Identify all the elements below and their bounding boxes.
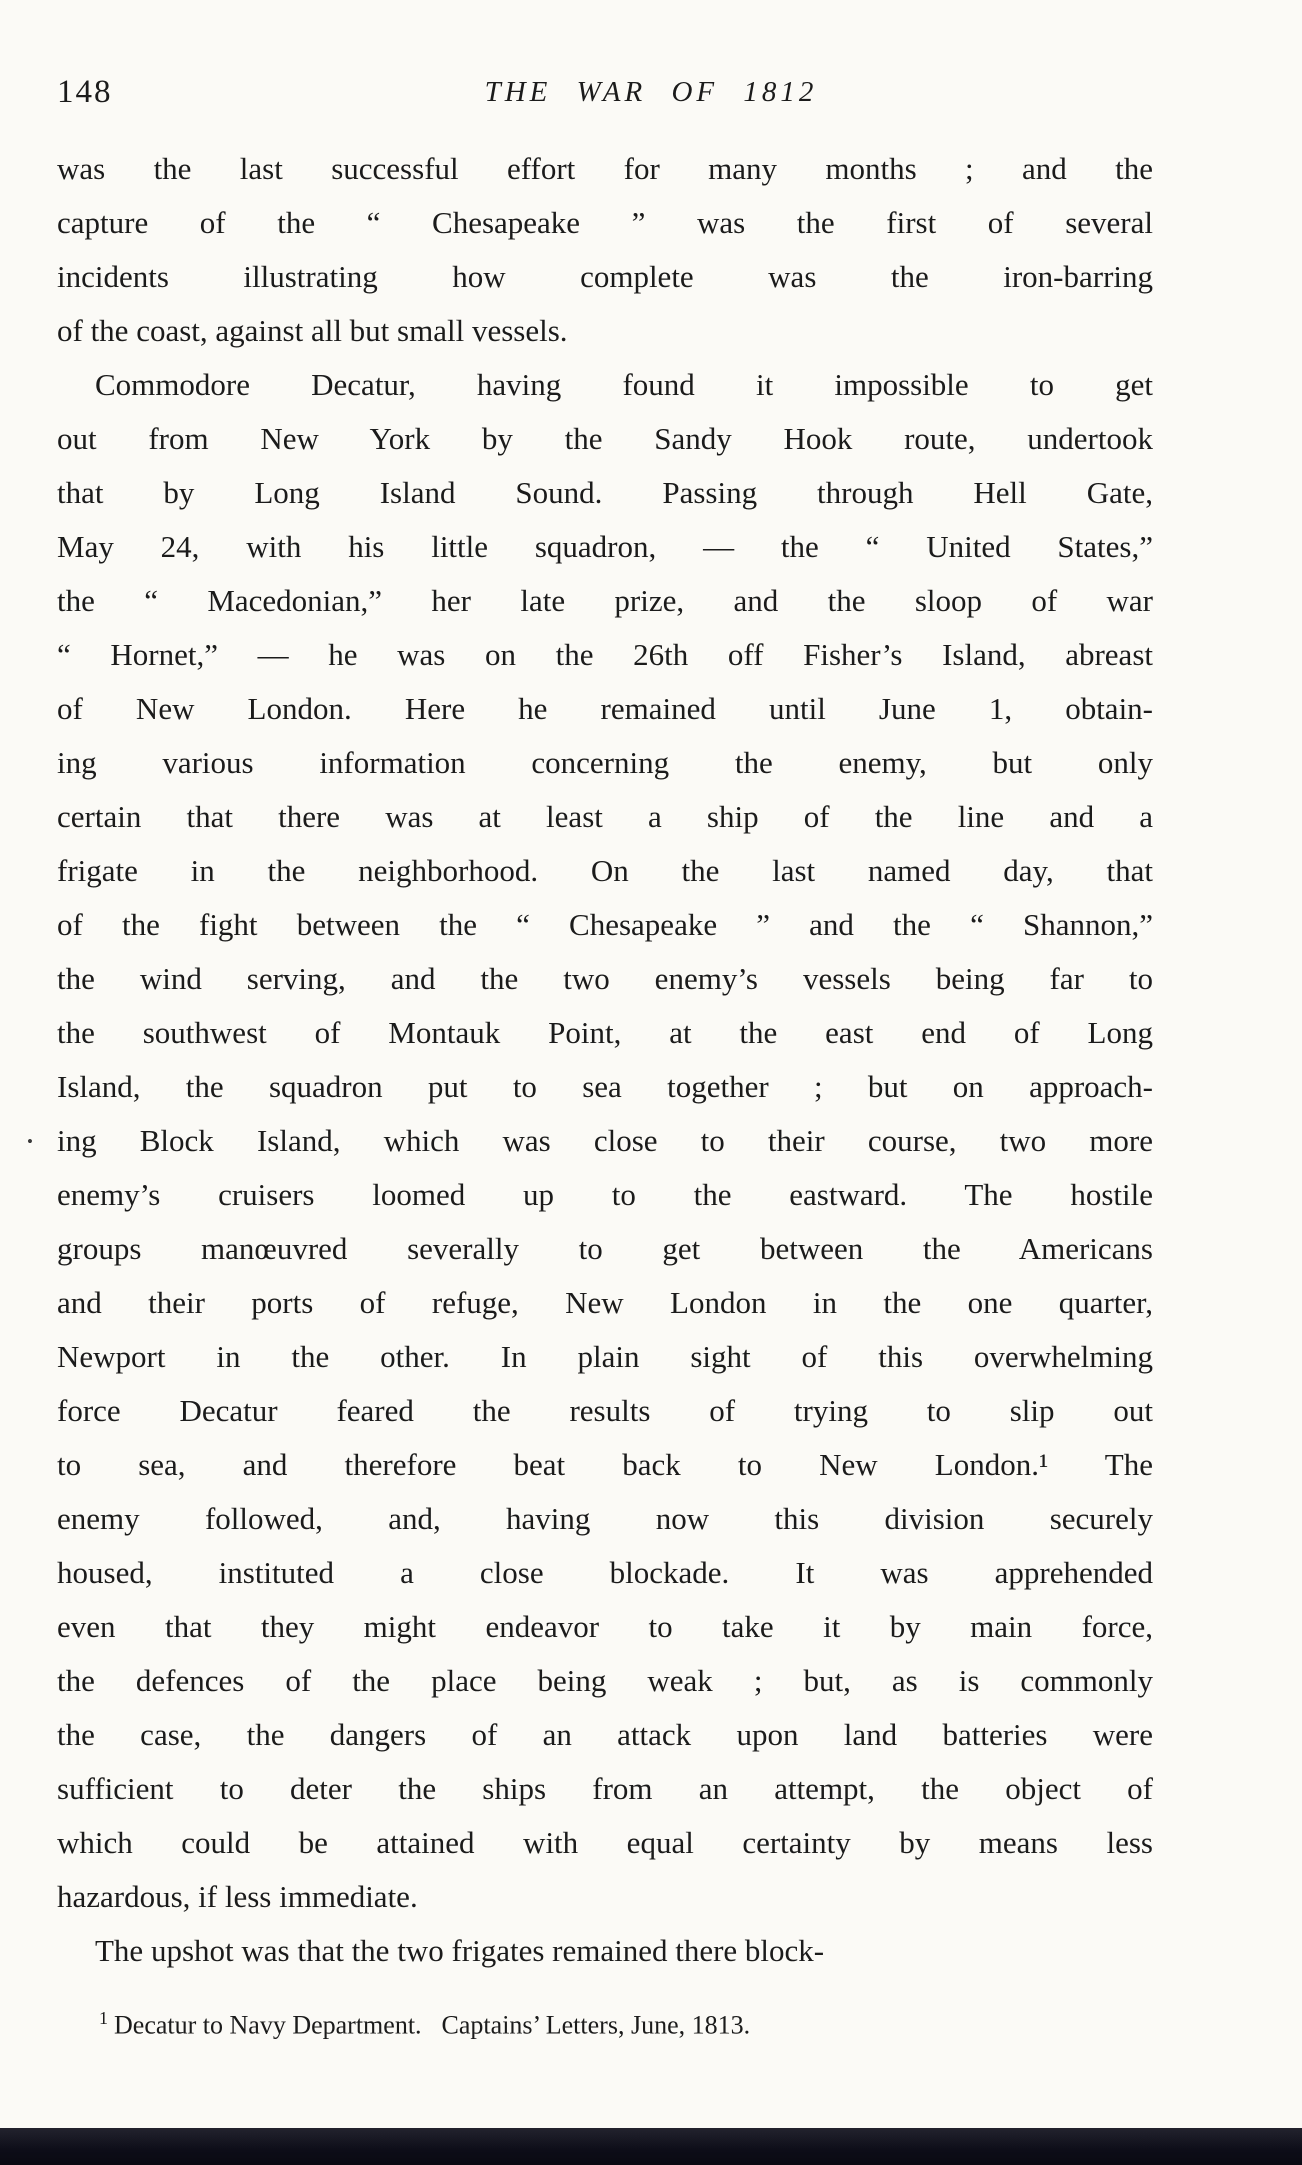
footnote — [57, 1998, 1245, 2046]
text-line: frigate in the neighborhood. On the last named day, that — [57, 853, 1153, 888]
scan-edge-bottom — [0, 2128, 1302, 2165]
text-line: the wind serving, and the two enemy’s vessels being far to — [57, 961, 1153, 996]
text-line: incidents illustrating how complete was the iron-barring — [57, 259, 1153, 294]
running-header: THE WAR OF 1812 — [484, 76, 818, 108]
text-line: housed, instituted a close blockade. It was apprehended — [57, 1555, 1153, 1590]
paragraph — [57, 142, 1153, 358]
text-line: Newport in the other. In plain sight of this overwhelming — [57, 1339, 1153, 1374]
text-line: the defences of the place being weak ; but, as is commonly — [57, 1663, 1153, 1698]
text-line: the “ Macedonian,” her late prize, and the sloop of war — [57, 583, 1153, 618]
footnote-text-right: Captains’ Letters, June, 1813. — [441, 2010, 751, 2040]
text-line: even that they might endeavor to take it by main force, — [57, 1609, 1153, 1644]
text-line: was the last successful effort for many months ; and the — [57, 151, 1153, 186]
text-line: ing various information concerning the enemy, but only — [57, 745, 1153, 780]
text-line: out from New York by the Sandy Hook route, undertook — [57, 421, 1153, 456]
paragraph — [57, 358, 1153, 1924]
text-line: certain that there was at least a ship of the line and a — [57, 799, 1153, 834]
text-line: of the fight between the “ Chesapeake ” and the “ Shannon,” — [57, 907, 1153, 942]
text-line: of the coast, against all but small vessels. — [57, 313, 568, 348]
text-line: groups manœuvred severally to get between the Americans — [57, 1231, 1153, 1266]
text-line: of New London. Here he remained until June 1, obtain- — [57, 691, 1153, 726]
text-line: The upshot was that the two frigates remained there block- — [95, 1933, 825, 1968]
text-line: • ing Block Island, which was close to their course, two more — [57, 1114, 1153, 1168]
text-line: that by Long Island Sound. Passing through Hell Gate, — [57, 475, 1153, 510]
text-line: sufficient to deter the ships from an attempt, the object of — [57, 1771, 1153, 1806]
text-line: Commodore Decatur, having found it impossible to get — [95, 367, 1153, 402]
text-line: the southwest of Montauk Point, at the east end of Long — [57, 1015, 1153, 1050]
text-line: hazardous, if less immediate. — [57, 1879, 418, 1914]
text-line: and their ports of refuge, New London in the one quarter, — [57, 1285, 1153, 1320]
text-line: “ Hornet,” — he was on the 26th off Fisher’s Island, abreast — [57, 637, 1153, 672]
text-line: which could be attained with equal certainty by means less — [57, 1825, 1153, 1860]
text-line: force Decatur feared the results of trying to slip out — [57, 1393, 1153, 1428]
footnote-text-left: Decatur to Navy Department. — [114, 2010, 422, 2040]
page-body — [57, 142, 1153, 1978]
text-line: to sea, and therefore beat back to New London.¹ The — [57, 1447, 1153, 1482]
text-line: Island, the squadron put to sea together ; but on approach- — [57, 1069, 1153, 1104]
footnote-marker: 1 — [99, 2008, 108, 2028]
page-header — [57, 72, 1245, 120]
text-line: enemy’s cruisers loomed up to the eastward. The hostile — [57, 1177, 1153, 1212]
paragraph — [57, 1924, 1153, 1978]
text-line: enemy followed, and, having now this division securely — [57, 1501, 1153, 1536]
text-line: capture of the “ Chesapeake ” was the first of several — [57, 205, 1153, 240]
page-number: 148 — [57, 74, 113, 110]
text-line: May 24, with his little squadron, — the “ United States,” — [57, 529, 1153, 564]
text-line: the case, the dangers of an attack upon land batteries were — [57, 1717, 1153, 1752]
